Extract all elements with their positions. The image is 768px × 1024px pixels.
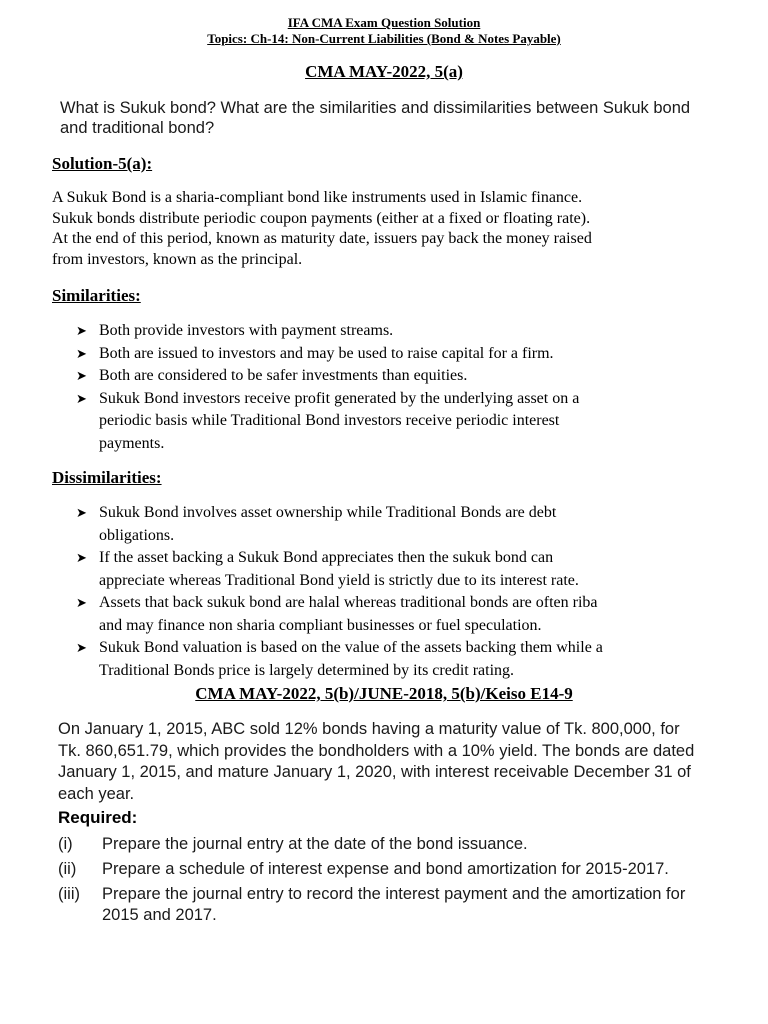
arrowhead-bullet-icon: ➤ bbox=[76, 595, 87, 610]
list-item-text: periodic basis while Traditional Bond investors receive periodic interest bbox=[99, 412, 560, 429]
list-item-text: Both are issued to investors and may be used to raise capital for a firm. bbox=[99, 344, 554, 362]
list-item-text: Traditional Bonds price is largely determined by its credit rating. bbox=[99, 661, 515, 679]
section-a-question bbox=[60, 98, 750, 138]
list-item bbox=[0, 502, 768, 547]
list-item-text: Sukuk Bond involves asset ownership while Traditional Bonds are debt bbox=[99, 504, 557, 521]
list-item-text: Both are considered to be safer investments than equities. bbox=[99, 367, 468, 384]
arrowhead-bullet-icon: ➤ bbox=[76, 323, 87, 338]
question-line: What is Sukuk bond? What are the similarities and dissimilarities between Sukuk bond bbox=[60, 99, 691, 117]
list-item-text: payments. bbox=[99, 434, 165, 452]
required-item-number: (ii) bbox=[58, 860, 77, 878]
list-item bbox=[0, 388, 768, 456]
list-item-text: and may finance non sharia compliant businesses or fuel speculation. bbox=[99, 616, 542, 634]
list-item-text: If the asset backing a Sukuk Bond appreciates then the sukuk bond can bbox=[99, 549, 554, 566]
similarities-list bbox=[0, 320, 768, 455]
arrowhead-bullet-icon: ➤ bbox=[76, 345, 87, 361]
dissimilarities-list bbox=[0, 502, 768, 682]
paragraph-line: A Sukuk Bond is a sharia-compliant bond like instruments used in Islamic finance. bbox=[52, 189, 583, 206]
paragraph-line: Sukuk bonds distribute periodic coupon payments (either at a fixed or floating rate). bbox=[52, 209, 591, 227]
question-line: On January 1, 2015, ABC sold 12% bonds having a maturity value of Tk. 800,000, for bbox=[58, 720, 680, 738]
arrowhead-bullet-icon: ➤ bbox=[76, 368, 87, 383]
section-b-title: CMA MAY-2022, 5(b)/JUNE-2018, 5(b)/Keiso E14-9 bbox=[195, 684, 573, 703]
question-line: each year. bbox=[58, 784, 135, 803]
doc-header-title: IFA CMA Exam Question Solution bbox=[287, 15, 481, 30]
arrowhead-bullet-icon: ➤ bbox=[76, 550, 87, 565]
arrowhead-bullet-icon: ➤ bbox=[76, 390, 87, 406]
list-item-text: Sukuk Bond valuation is based on the value of the assets backing them while a bbox=[99, 639, 603, 656]
list-item bbox=[0, 547, 768, 592]
list-item bbox=[0, 592, 768, 637]
section-a-title: CMA MAY-2022, 5(a) bbox=[305, 62, 463, 81]
question-line: and traditional bond? bbox=[60, 119, 215, 137]
list-item-text: obligations. bbox=[99, 526, 175, 544]
list-item-text: appreciate whereas Traditional Bond yield is strictly due to its interest rate. bbox=[99, 571, 579, 589]
required-heading: Required: bbox=[58, 808, 138, 827]
list-item bbox=[0, 365, 768, 388]
list-item bbox=[0, 637, 768, 682]
required-item-text: Prepare the journal entry to record the interest payment and the amortization for bbox=[102, 885, 686, 903]
required-item-number: (i) bbox=[58, 835, 73, 853]
question-line: Tk. 860,651.79, which provides the bondholders with a 10% yield. The bonds are dated bbox=[58, 741, 695, 760]
list-item-text: Sukuk Bond investors receive profit generated by the underlying asset on a bbox=[99, 389, 580, 407]
solution-heading: Solution-5(a): bbox=[52, 154, 153, 173]
doc-header-topics: Topics: Ch-14: Non-Current Liabilities (Bond & Notes Payable) bbox=[207, 31, 561, 46]
required-item-number: (iii) bbox=[58, 885, 80, 903]
list-item bbox=[0, 320, 768, 343]
required-item-text: Prepare the journal entry at the date of the bond issuance. bbox=[102, 835, 528, 853]
required-item-text: 2015 and 2017. bbox=[102, 906, 217, 924]
list-item-text: Both provide investors with payment streams. bbox=[99, 322, 394, 339]
dissimilarities-heading: Dissimilarities: bbox=[52, 468, 162, 487]
similarities-heading: Similarities: bbox=[52, 286, 141, 305]
section-b-question bbox=[58, 719, 748, 805]
solution-paragraph bbox=[52, 188, 742, 270]
required-item-text: Prepare a schedule of interest expense and bond amortization for 2015-2017. bbox=[102, 860, 669, 878]
paragraph-line: At the end of this period, known as maturity date, issuers pay back the money raised bbox=[52, 230, 592, 247]
arrowhead-bullet-icon: ➤ bbox=[76, 505, 87, 520]
question-line: January 1, 2015, and mature January 1, 2020, with interest receivable December 31 of bbox=[58, 763, 691, 781]
list-item bbox=[0, 343, 768, 366]
arrowhead-bullet-icon: ➤ bbox=[76, 640, 87, 655]
list-item-text: Assets that back sukuk bond are halal whereas traditional bonds are often riba bbox=[99, 594, 598, 611]
paragraph-line: from investors, known as the principal. bbox=[52, 250, 303, 268]
